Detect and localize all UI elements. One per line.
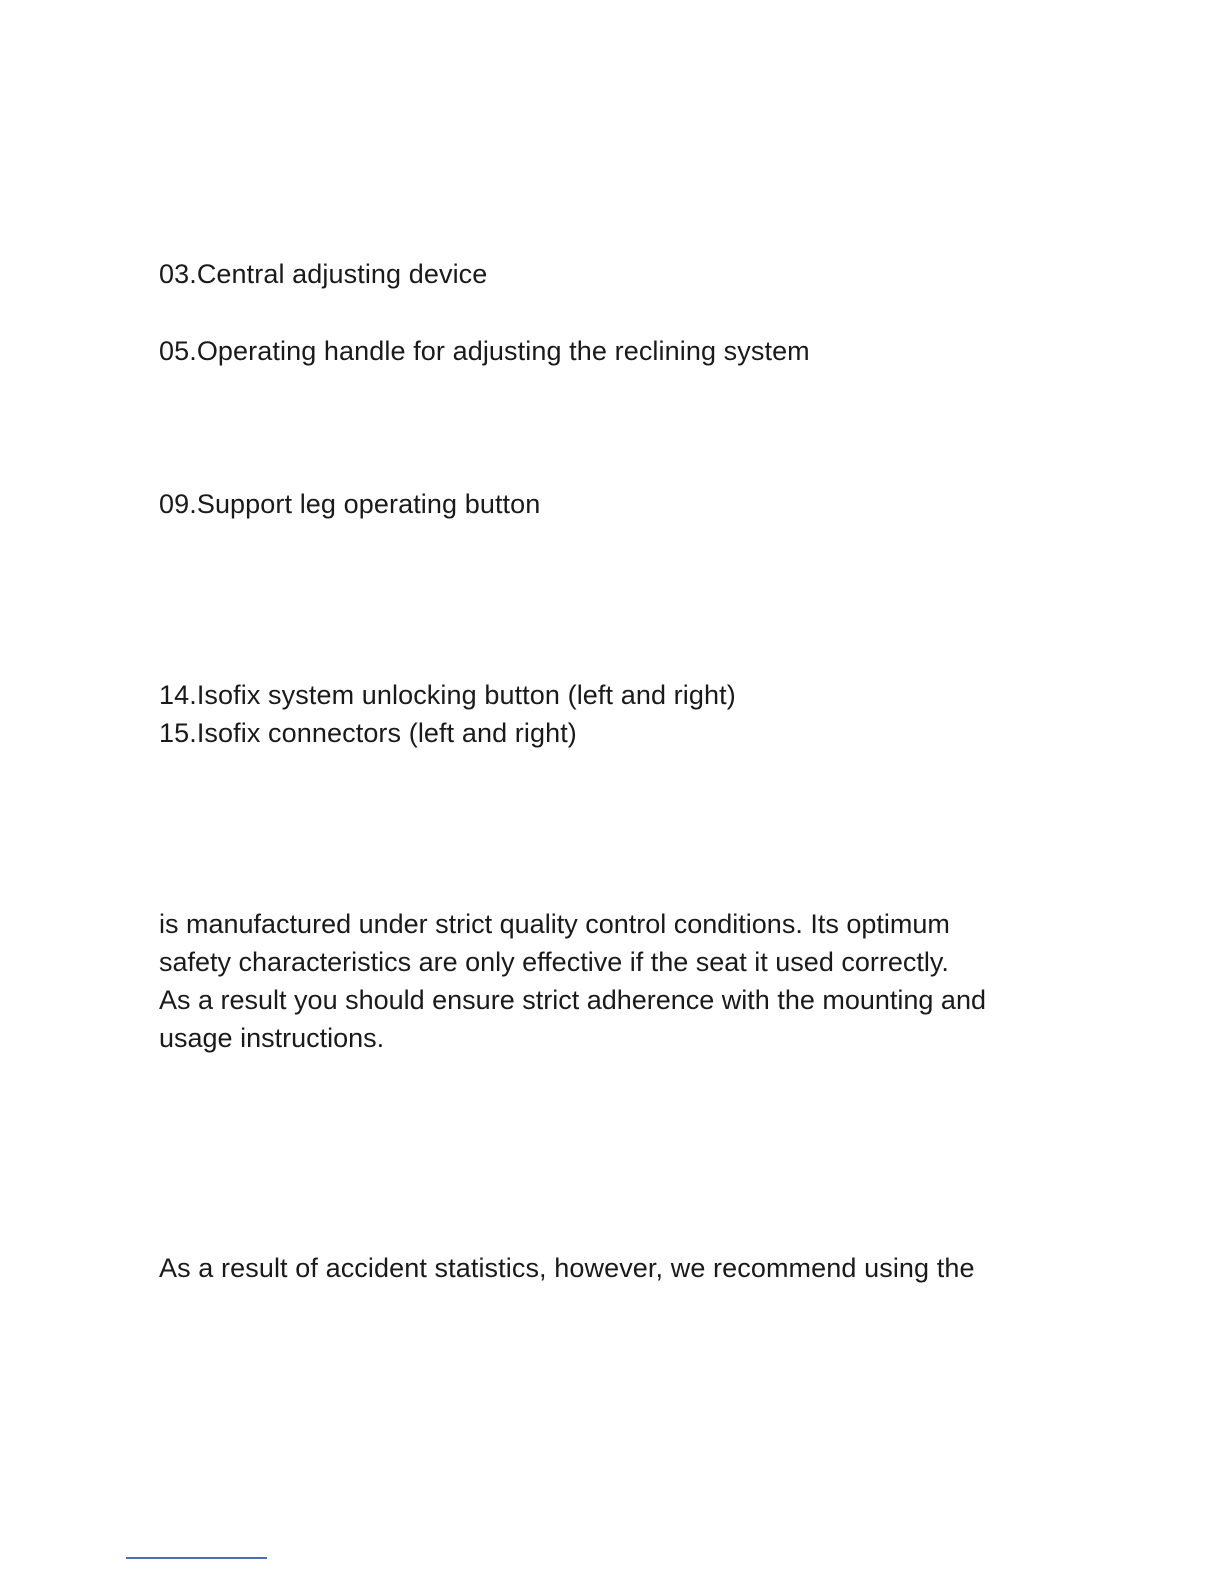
footnote-separator	[126, 1557, 267, 1559]
parts-item-15: 15.Isofix connectors (left and right)	[159, 718, 577, 748]
recommendation-line: As a result of accident statistics, however, we recommend using the	[159, 1253, 975, 1283]
parts-item-03: 03.Central adjusting device	[159, 259, 488, 289]
quality-paragraph-line: safety characteristics are only effective if the seat it used correctly.	[159, 947, 949, 977]
parts-item-09: 09.Support leg operating button	[159, 489, 541, 519]
parts-item-05: 05.Operating handle for adjusting the reclining system	[159, 336, 810, 366]
quality-paragraph-line: usage instructions.	[159, 1023, 385, 1053]
quality-paragraph-line: is manufactured under strict quality control conditions. Its optimum	[159, 909, 950, 939]
quality-paragraph	[159, 905, 1079, 1057]
quality-paragraph-line: As a result you should ensure strict adherence with the mounting and	[159, 985, 986, 1015]
parts-item-14: 14.Isofix system unlocking button (left and right)	[159, 680, 736, 710]
